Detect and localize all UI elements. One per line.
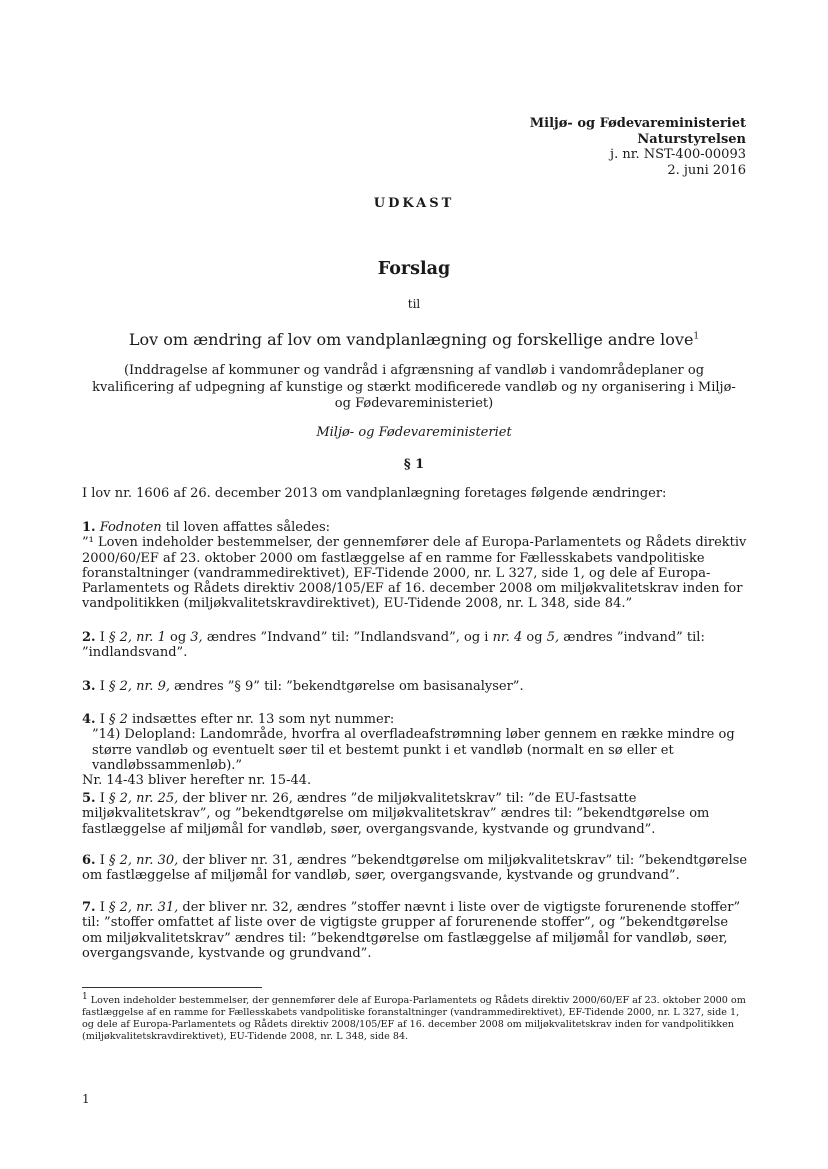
- item-italic-ref: § 2, nr. 1: [108, 630, 166, 645]
- section-heading: § 1: [403, 457, 425, 472]
- amendment-item-7: [82, 900, 750, 961]
- item-text: ændres ”indvand” til: ”indlandsvand”.: [82, 630, 705, 661]
- item-after-text: Nr. 14-43 bliver herefter nr. 15-44.: [82, 773, 312, 789]
- amendment-item-5: [82, 791, 750, 837]
- title-connector: til: [407, 297, 421, 311]
- law-title: [0, 330, 828, 349]
- item-italic-ref: 3,: [190, 630, 203, 645]
- footnote-mark: 1: [82, 991, 88, 1002]
- item-number: 2.: [82, 630, 96, 645]
- item-text: I: [95, 679, 109, 694]
- item-italic-ref: § 2, nr. 25,: [108, 791, 179, 806]
- item-quote: ”14) Delopland: Landområde, hvorfra al overfladeafstrømning løber gennem en række mindre og større vandløb og eventuelt søer til et bestemt punkt i et vandløb (normalt en sø eller et vandløbssammenløb).”: [92, 727, 735, 773]
- item-text: I: [95, 712, 109, 727]
- item-italic-ref: nr. 4: [492, 630, 523, 645]
- header-agency: Naturstyrelsen: [637, 131, 746, 147]
- item-text: der bliver nr. 26, ændres ”de miljøkvalitetskrav” til: ”de EU-fastsatte miljøkvalitetskrav”, og ”bekendtgørelse om miljøkvalitetskrav” ændres til: ”bekendtgørelse om fastlæggelse af miljømål for vandløb, søer, overgangsvande, kystvande og grundvand”.: [82, 791, 710, 837]
- amendment-item-1: [82, 520, 750, 612]
- item-text: I: [95, 630, 109, 645]
- item-italic-ref: Fodnoten: [99, 520, 162, 535]
- item-text: ændres ”Indvand” til: ”Indlandsvand”, og i: [202, 630, 493, 645]
- item-number: 3.: [82, 679, 96, 694]
- document-title: Forslag: [377, 259, 451, 279]
- header-date: 2. juni 2016: [667, 162, 746, 178]
- amendment-item-2: [82, 630, 750, 661]
- item-text: ændres ”§ 9” til: ”bekendtgørelse om basisanalyser”.: [169, 679, 524, 694]
- item-text: der bliver nr. 32, ændres ”stoffer nævnt i liste over de vigtigste forurenende stoffer” til: ”stoffer omfattet af liste over de vigtigste grupper af forurenende stoffer”, og ”bekendtgørelse om miljøkvalitetskrav” ændres til: ”bekendtgørelse om fastlæggelse af miljømål for vandløb, søer, overgangsvande, kystvande og grundvand”.: [82, 900, 741, 961]
- item-text: og: [165, 630, 191, 645]
- page-number: 1: [82, 1092, 90, 1106]
- law-subtitle: (Inddragelse af kommuner og vandråd i afgrænsning af vandløb i vandområdeplaner og kvalificering af udpegning af kunstige og stærkt modificerede vandløb og ny organisering i Miljø- og Fødevareministeriet): [92, 363, 736, 411]
- item-italic-ref: 5,: [546, 630, 560, 645]
- item-text: I: [95, 853, 109, 868]
- item-text: I: [95, 900, 109, 915]
- footnote: [82, 991, 748, 1043]
- item-italic-ref: § 2: [108, 712, 128, 727]
- ministry-line: Miljø- og Fødevareministeriet: [316, 425, 512, 440]
- document-header: [530, 116, 746, 178]
- item-italic-ref: § 2, nr. 30,: [108, 853, 179, 868]
- header-ministry: Miljø- og Fødevareministeriet: [529, 116, 746, 131]
- amendment-item-6: [82, 853, 750, 884]
- item-number: 6.: [82, 853, 96, 868]
- item-text: og: [522, 630, 547, 645]
- item-text: der bliver nr. 31, ændres ”bekendtgørelse om miljøkvalitetskrav” til: ”bekendtgørelse om fastlæggelse af miljømål for vandløb, søer, overgangsvande, kystvande og grundvand”.: [82, 853, 748, 884]
- item-text: I: [95, 791, 109, 806]
- item-number: 5.: [82, 791, 96, 806]
- item-number: 7.: [82, 900, 96, 915]
- item-italic-ref: § 2, nr. 31,: [108, 900, 179, 915]
- item-text: til loven affattes således:: [161, 520, 331, 535]
- draft-label: UDKAST: [373, 196, 455, 211]
- item-italic-ref: § 2, nr. 9,: [108, 679, 170, 694]
- amendment-item-3: [82, 679, 750, 694]
- item-number: 4.: [82, 712, 96, 727]
- item-text: indsættes efter nr. 13 som nyt nummer:: [127, 712, 395, 727]
- footnote-text: Loven indeholder bestemmelser, der gennemfører dele af Europa-Parlamentets og Rådets direktiv 2000/60/EF af 23. oktober 2000 om fastlæggelse af en ramme for Fællesskabets vandpolitiske foranstaltninger (vandrammedirektivet), EF-Tidende 2000, nr. L 327, side 1, og dele af Europa-Parlamentets og Rådets direktiv 2008/105/EF af 16. december 2008 om miljøkvalitetskrav inden for vandpolitikken (miljøkvalitetskravdirektivet), EU-Tidende 2008, nr. L 348, side 84.: [82, 995, 746, 1042]
- item-number: 1.: [82, 520, 96, 535]
- item-quote: ”¹ Loven indeholder bestemmelser, der gennemfører dele af Europa-Parlamentets og Rådets direktiv 2000/60/EF af 23. oktober 2000 om fastlæggelse af en ramme for Fællesskabets vandpolitiske foranstaltninger (vandrammedirektivet), EF-Tidende 2000, nr. L 327, side 1, og dele af Europa-Parlamentets og Rådets direktiv 2008/105/EF af 16. december 2008 om miljøkvalitetskrav inden for vandpolitikken (miljøkvalitetskravdirektivet), EU-Tidende 2008, nr. L 348, side 84.”: [82, 535, 747, 612]
- law-title-text: Lov om ændring af lov om vandplanlægning og forskellige andre love: [128, 330, 694, 349]
- amendment-item-4: [82, 712, 750, 788]
- footnote-reference[interactable]: 1: [693, 331, 700, 342]
- footnote-divider: [82, 987, 262, 988]
- intro-paragraph: I lov nr. 1606 af 26. december 2013 om vandplanlægning foretages følgende ændringer:: [82, 486, 667, 501]
- header-journal-number: j. nr. NST-400-00093: [610, 147, 746, 162]
